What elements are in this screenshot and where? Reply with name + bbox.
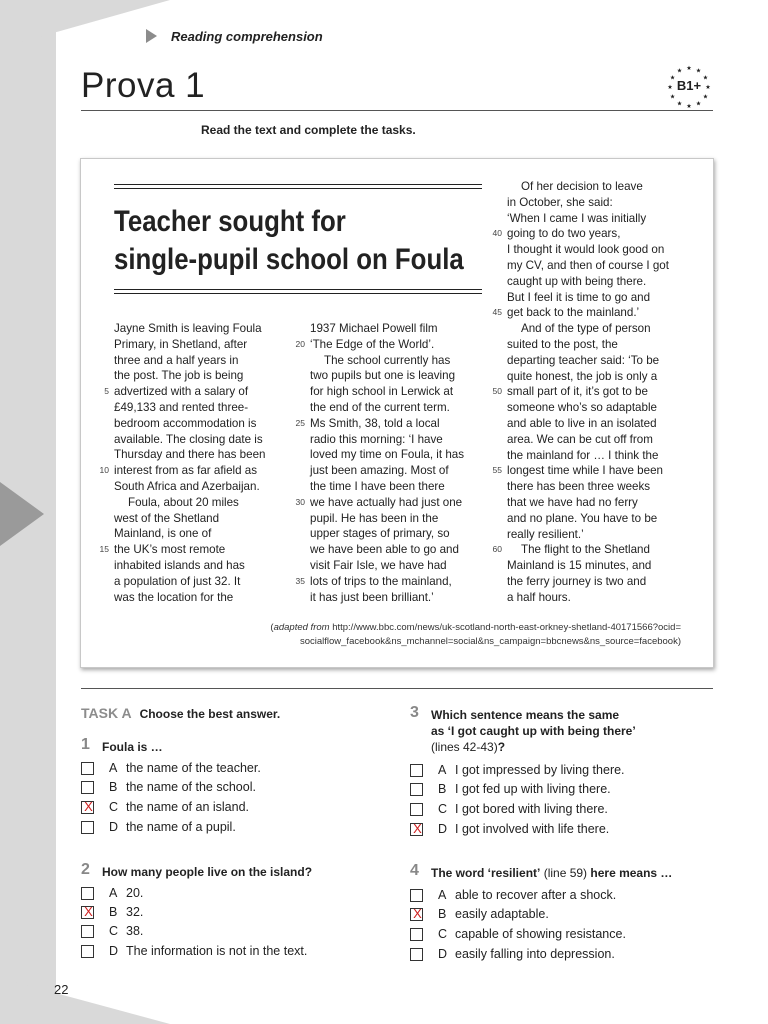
line-number: 10: [99, 465, 109, 476]
line-number: 55: [492, 465, 502, 476]
headline-rule-top: [114, 184, 482, 189]
option-c[interactable]: [81, 923, 143, 939]
article-line: The flight to the Shetland: [521, 543, 650, 557]
article-line: Thursday and there has been: [114, 448, 266, 462]
answer-checkbox[interactable]: [410, 820, 423, 836]
article-line: in October, she said:: [507, 195, 613, 209]
question-text: Foula is …: [102, 740, 163, 754]
article-line: my CV, and then of course I got: [507, 258, 669, 272]
article-line: Jayne Smith is leaving Foula: [114, 322, 262, 335]
option-text: the name of a pupil.: [126, 820, 236, 834]
option-b[interactable]: [81, 904, 143, 920]
article-line: Mainland, is one of: [114, 527, 212, 541]
article-line: Of her decision to leave: [521, 180, 643, 193]
option-letter: D: [438, 947, 448, 961]
answer-checkbox[interactable]: [81, 762, 94, 775]
option-letter: C: [438, 802, 448, 816]
star-icon: [687, 104, 692, 108]
page-title: Prova 1: [81, 66, 206, 105]
article-line: two pupils but one is leaving: [310, 369, 456, 383]
option-text: easily falling into depression.: [455, 947, 615, 961]
article-line: we have actually had just one: [310, 495, 463, 509]
instruction-text: Read the text and complete the tasks.: [201, 123, 416, 137]
option-b[interactable]: [410, 781, 611, 797]
answer-checkbox[interactable]: [81, 925, 94, 938]
option-text: the name of the school.: [126, 780, 256, 794]
option-c[interactable]: [410, 926, 626, 942]
article-line: for high school in Lerwick at: [310, 385, 454, 399]
line-number: 5: [104, 386, 109, 397]
article-line: west of the Shetland: [114, 511, 220, 525]
article-column-3: [492, 179, 697, 606]
article-line: a population of just 32. It: [114, 574, 241, 588]
answer-mark: X: [84, 798, 93, 814]
answer-checkbox[interactable]: [410, 889, 423, 902]
star-icon: [677, 68, 682, 72]
article-line: And of the type of person: [521, 322, 651, 336]
source-adapted-label: adapted from: [273, 622, 330, 633]
option-c[interactable]: [81, 799, 249, 815]
answer-checkbox[interactable]: [410, 783, 423, 796]
article-line: the time I have been there: [310, 479, 445, 493]
article-line: lots of trips to the mainland,: [310, 574, 452, 588]
option-letter: B: [109, 780, 118, 794]
article-line: available. The closing date is: [114, 432, 263, 446]
article-line: interest from as far afield as: [114, 464, 258, 478]
side-triangle-marker: [0, 482, 44, 546]
article-line: ‘When I came I was initially: [507, 211, 647, 225]
question-number: 3: [410, 704, 419, 721]
option-text: easily adaptable.: [455, 907, 549, 921]
option-letter: C: [438, 927, 448, 941]
option-b[interactable]: [81, 779, 256, 795]
title-divider: [81, 110, 713, 111]
article-line: the UK’s most remote: [114, 543, 226, 557]
article-line: the ferry journey is two and: [507, 574, 647, 588]
article-headline: [114, 203, 464, 279]
task-label: TASK A: [81, 705, 132, 721]
option-b[interactable]: [410, 906, 549, 922]
option-text: I got impressed by living there.: [455, 763, 625, 777]
answer-checkbox[interactable]: [410, 948, 423, 961]
answer-checkbox[interactable]: [81, 781, 94, 794]
headline-rule-bottom: [114, 289, 482, 294]
answer-mark: X: [413, 820, 422, 836]
option-letter: B: [438, 782, 447, 796]
option-d[interactable]: [81, 943, 307, 959]
star-icon: [670, 94, 675, 98]
line-number: 60: [492, 544, 502, 555]
option-letter: D: [109, 820, 119, 834]
question-text: The word ‘resilient’ (line 59) here means …: [431, 866, 673, 880]
article-line: Foula, about 20 miles: [128, 495, 239, 509]
answer-checkbox[interactable]: [410, 803, 423, 816]
article-line: it has just been brilliant.’: [310, 590, 434, 604]
article-line: South Africa and Azerbaijan.: [114, 479, 260, 493]
article-line: But I feel it is time to go and: [507, 290, 651, 304]
article-line: someone who’s so adaptable: [507, 401, 657, 415]
line-number: 25: [295, 417, 305, 428]
question-1: [81, 736, 381, 846]
option-text: 32.: [126, 905, 144, 919]
option-text: The information is not in the text.: [126, 944, 308, 958]
option-d[interactable]: [410, 821, 609, 837]
star-icon: [696, 68, 701, 72]
level-text: B1+: [676, 78, 702, 93]
option-a[interactable]: [410, 887, 616, 903]
article-line: caught up with being there.: [507, 274, 647, 288]
question-number: 1: [81, 736, 90, 753]
question-number: 2: [81, 861, 90, 878]
article-line: 1937 Michael Powell film: [310, 322, 438, 335]
option-c[interactable]: [410, 801, 608, 817]
level-badge: [666, 64, 712, 110]
article-line: £49,133 and rented three-: [114, 400, 249, 414]
option-letter: B: [109, 905, 118, 919]
line-number: 20: [295, 338, 305, 349]
article-line: and able to live in an isolated: [507, 416, 657, 430]
corner-decoration-bottom: [0, 978, 170, 1024]
article-line: departing teacher said: ‘To be: [507, 353, 660, 367]
task-instruction: Choose the best answer.: [139, 707, 281, 721]
article-box: [80, 158, 714, 668]
star-icon: [687, 66, 692, 70]
line-number: 45: [492, 307, 502, 318]
headline-line-1: Teacher sought for: [114, 205, 346, 238]
star-icon: [703, 94, 708, 98]
option-d[interactable]: [410, 946, 615, 962]
source-url-line-2: socialflow_facebook&ns_mchannel=social&ns_campaign=bbcnews&ns_source=facebook): [299, 636, 681, 647]
option-text: 20.: [126, 886, 144, 900]
source-url-line-1: http://www.bbc.com/news/uk-scotland-north-east-orkney-shetland-40171566?ocid=: [329, 622, 681, 633]
article-line: Mainland is 15 minutes, and: [507, 559, 652, 573]
article-line: I thought it would look good on: [507, 243, 665, 257]
article-line: three and a half years in: [114, 353, 239, 367]
section-label: Reading comprehension: [171, 28, 323, 44]
answer-checkbox[interactable]: [410, 764, 423, 777]
option-text: 38.: [126, 924, 144, 938]
line-number: 15: [99, 544, 109, 555]
article-line: advertized with a salary of: [114, 385, 249, 399]
line-number: 35: [295, 575, 305, 586]
answer-checkbox[interactable]: [81, 887, 94, 900]
option-letter: A: [109, 761, 118, 775]
option-letter: B: [438, 907, 447, 921]
article-line: just been amazing. Most of: [310, 464, 449, 478]
article-line: there has been three weeks: [507, 480, 651, 494]
page-number: 22: [54, 982, 69, 997]
star-icon: [696, 101, 701, 105]
answer-checkbox[interactable]: [410, 928, 423, 941]
article-line: The school currently has: [324, 353, 451, 367]
article-line: visit Fair Isle, we have had: [310, 558, 447, 572]
option-letter: A: [438, 763, 447, 777]
task-divider: [81, 688, 713, 689]
play-triangle-icon: [146, 29, 157, 43]
line-number: 50: [492, 386, 502, 397]
article-line: going to do two years,: [507, 227, 621, 241]
article-line: Primary, in Shetland, after: [114, 337, 248, 351]
answer-checkbox[interactable]: [81, 903, 94, 919]
question-text: How many people live on the island?: [102, 865, 313, 879]
question-3: [410, 704, 710, 844]
article-line: Ms Smith, 38, told a local: [310, 416, 440, 430]
article-line: quite honest, the job is only a: [507, 369, 658, 383]
article-line: suited to the post, the: [507, 337, 618, 351]
question-text: Which sentence means the same as ‘I got caught up with being there’ (lines 42-43)?: [431, 708, 636, 754]
article-line: longest time while I have been: [507, 464, 663, 478]
answer-mark: X: [84, 903, 93, 919]
question-number: 4: [410, 862, 419, 879]
answer-checkbox[interactable]: [81, 798, 94, 814]
corner-decoration-top: [0, 0, 170, 48]
article-source: (adapted from http://www.bbc.com/news/uk-scotland-north-east-orkney-shetland-40171566?ocid= socialflow_facebook&ns_mchannel=social&ns_campaign=bbcnews&ns_source=facebook): [270, 622, 681, 647]
article-line: pupil. He has been in the: [310, 511, 439, 525]
article-line: we have been able to go and: [310, 543, 459, 557]
answer-mark: X: [413, 905, 422, 921]
line-number: 40: [492, 228, 502, 239]
question-4: [410, 862, 710, 972]
option-letter: D: [438, 822, 448, 836]
article-line: get back to the mainland.’: [507, 306, 640, 320]
article-line: the end of the current term.: [310, 400, 450, 414]
task-header: [81, 705, 280, 721]
option-d[interactable]: [81, 819, 236, 835]
article-line: upper stages of primary, so: [310, 527, 450, 541]
article-line: that we have had no ferry: [507, 495, 638, 509]
question-2: [81, 861, 381, 971]
article-line: radio this morning: ‘I have: [310, 432, 443, 446]
article-line: a half hours.: [507, 590, 571, 604]
article-line: loved my time on Foula, it has: [310, 448, 465, 462]
option-a[interactable]: [81, 885, 143, 901]
article-line: area. We can be cut off from: [507, 432, 653, 446]
headline-line-2: single-pupil school on Foula: [114, 243, 464, 276]
option-text: the name of an island.: [126, 800, 249, 814]
article-line: really resilient.’: [507, 527, 584, 541]
answer-checkbox[interactable]: [410, 905, 423, 921]
article-line: was the location for the: [114, 590, 234, 604]
option-text: able to recover after a shock.: [455, 888, 617, 902]
option-text: capable of showing resistance.: [455, 927, 626, 941]
option-letter: C: [109, 924, 119, 938]
line-number: 30: [295, 496, 305, 507]
option-text: the name of the teacher.: [126, 761, 261, 775]
article-line: the mainland for … I think the: [507, 448, 659, 462]
article-line: ‘The Edge of the World’.: [310, 337, 435, 351]
article-column-2: [295, 321, 492, 605]
answer-checkbox[interactable]: [81, 945, 94, 958]
option-text: I got bored with living there.: [455, 802, 608, 816]
option-letter: C: [109, 800, 119, 814]
option-letter: A: [109, 886, 118, 900]
article-line: inhabited islands and has: [114, 558, 245, 572]
answer-checkbox[interactable]: [81, 821, 94, 834]
option-a[interactable]: [410, 762, 625, 778]
article-line: and no plane. You have to be: [507, 511, 658, 525]
option-a[interactable]: [81, 760, 261, 776]
section-header: [146, 28, 323, 44]
option-letter: A: [438, 888, 447, 902]
article-column-1: [99, 321, 292, 605]
article-line: bedroom accommodation is: [114, 416, 257, 430]
option-text: I got fed up with living there.: [455, 782, 611, 796]
star-icon: [677, 101, 682, 105]
article-line: small part of it, it’s got to be: [507, 385, 648, 399]
option-letter: D: [109, 944, 119, 958]
option-text: I got involved with life there.: [455, 822, 610, 836]
article-line: the post. The job is being: [114, 369, 244, 383]
